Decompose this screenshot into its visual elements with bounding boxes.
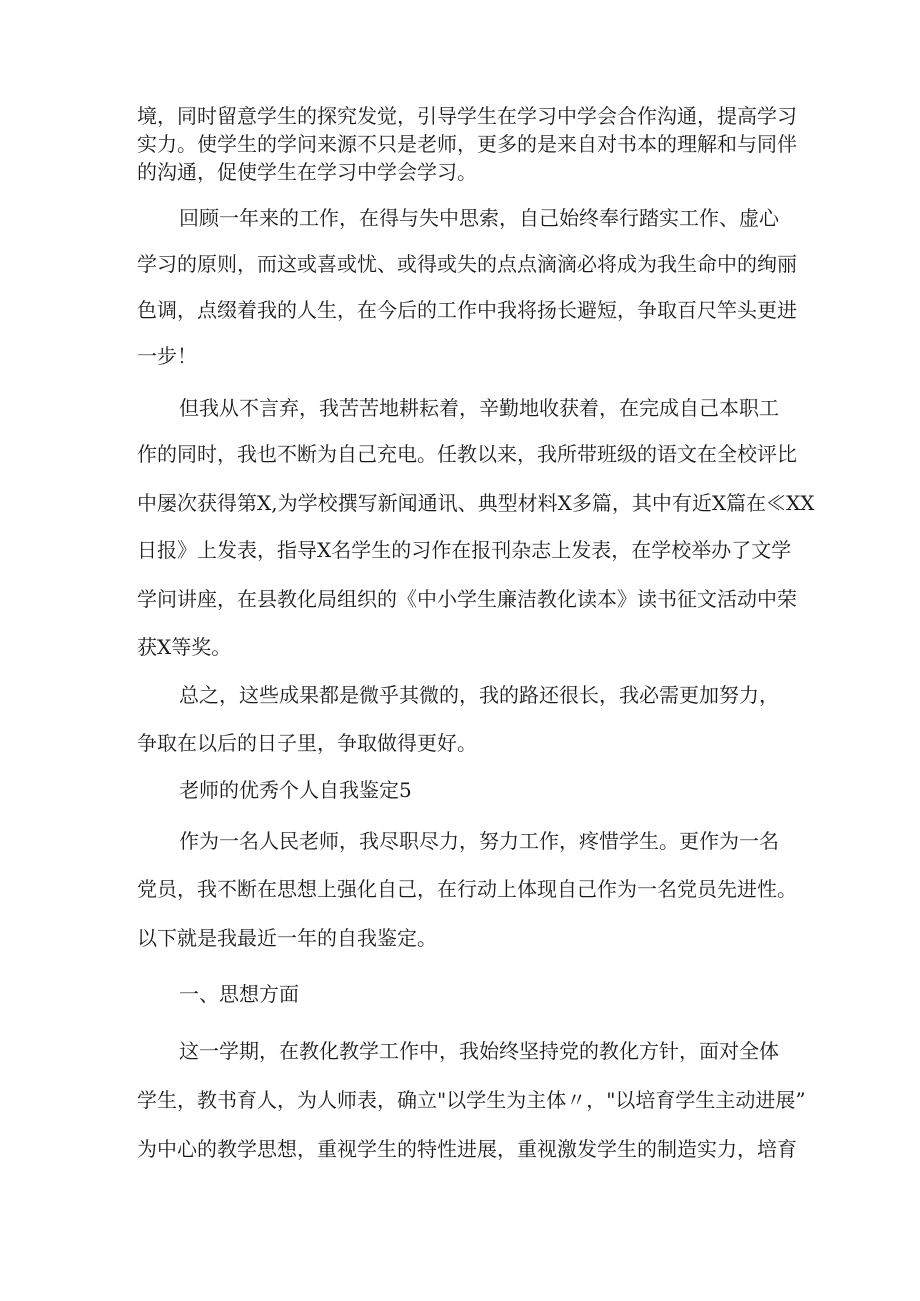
- text-line: 一步！: [137, 344, 197, 368]
- text-line: 争取在以后的日子里，争取做得更好。: [137, 731, 477, 755]
- text-line: 这一学期，在教化教学工作中，我始终坚持党的教化方针，面对全体: [179, 1039, 779, 1063]
- text-line: 以下就是我最近一年的自我鉴定。: [137, 926, 437, 950]
- text-line: 党员，我不断在思想上强化自己，在行动上体现自己作为一名党员先进性。: [137, 877, 797, 901]
- text-line: 日报》上发表，指导X名学生的习作在报刊杂志上发表，在学校举办了文学: [137, 538, 792, 562]
- text-line: 学生，教书育人，为人师表，确立"以学生为主体〃，"以培育学生主动进展”: [137, 1088, 806, 1112]
- text-line: 学习的原则，而这或喜或忧、或得或失的点点滴滴必将成为我生命中的绚丽: [137, 252, 797, 276]
- text-line: 为中心的教学思想，重视学生的特性进展，重视激发学生的制造实力，培育: [137, 1137, 797, 1161]
- text-line: 实力。使学生的学问来源不只是老师，更多的是来自对书本的理解和与同伴: [137, 132, 797, 156]
- text-line: 色调，点缀着我的人生，在今后的工作中我将扬长避短，争取百尺竿头更进: [137, 298, 797, 322]
- text-line: 境，同时留意学生的探究发觉，引导学生在学习中学会合作沟通，提高学习: [137, 104, 797, 128]
- text-line: 获X等奖。: [137, 635, 232, 659]
- text-line: 作为一名人民老师，我尽职尽力，努力工作，疼惜学生。更作为一名: [179, 829, 779, 853]
- subsection-heading: 一、思想方面: [179, 982, 299, 1006]
- text-line: 作的同时，我也不断为自己充电。任教以来，我所带班级的语文在全校评比: [137, 442, 797, 466]
- text-line: 学问讲座，在县教化局组织的《中小学生廉洁教化读本》读书征文活动中荣: [137, 587, 797, 611]
- text-line: 中屡次获得第X,为学校撰写新闻通讯、典型材料X多篇，其中有近X篇在≪XX: [137, 491, 815, 515]
- text-line: 总之，这些成果都是微乎其微的，我的路还很长，我必需更加努力，: [179, 683, 779, 707]
- text-line: 回顾一年来的工作，在得与失中思索，自己始终奉行踏实工作、虚心: [179, 206, 779, 230]
- text-line: 但我从不言弃，我苦苦地耕耘着，辛勤地收获着，在完成自己本职工: [179, 396, 779, 420]
- text-line: 的沟通，促使学生在学习中学会学习。: [137, 160, 477, 184]
- section-heading: 老师的优秀个人自我鉴定5: [179, 778, 412, 802]
